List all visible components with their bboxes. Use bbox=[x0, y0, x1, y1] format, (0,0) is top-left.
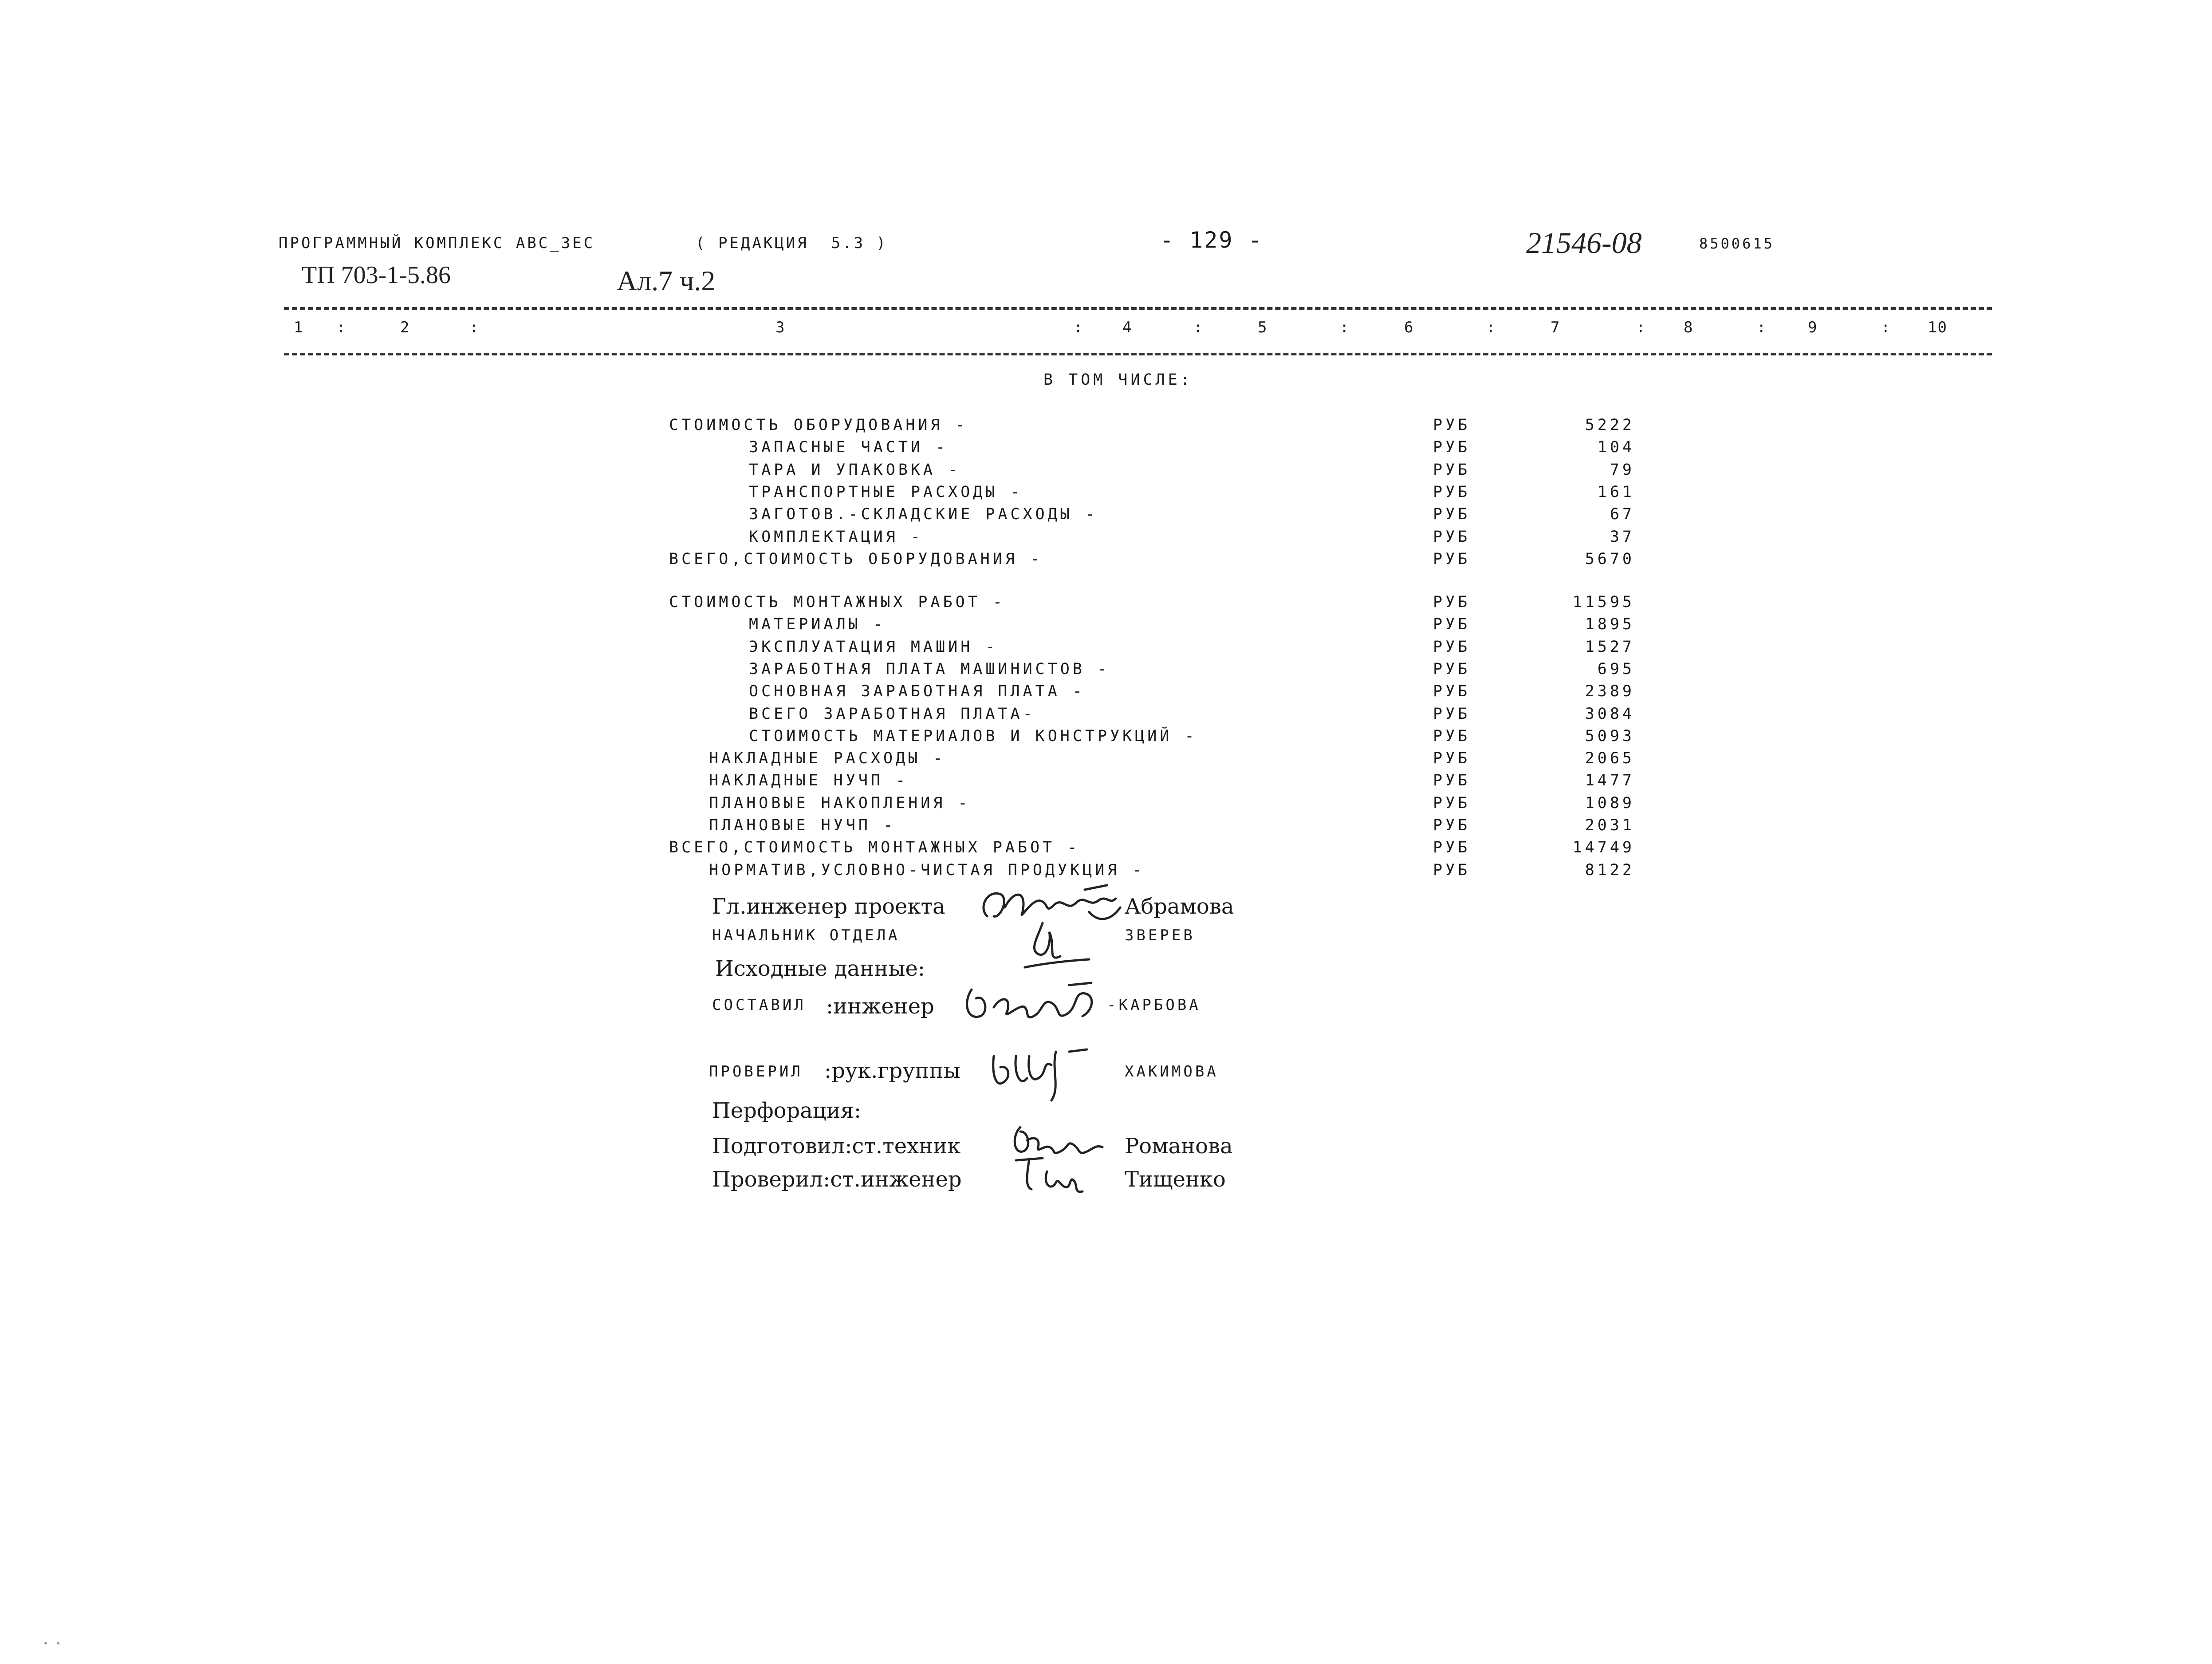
row-value: 11595 bbox=[1572, 593, 1635, 611]
verified-signature bbox=[1007, 1149, 1096, 1200]
dept-head-name: ЗВЕРЕВ bbox=[1125, 927, 1195, 944]
row-label: ВСЕГО,СТОИМОСТЬ ОБОРУДОВАНИЯ - bbox=[669, 550, 1043, 568]
row-unit: РУБ bbox=[1433, 660, 1471, 678]
chief-engineer-title: Гл.инженер проекта bbox=[712, 894, 945, 919]
row-value: 2065 bbox=[1585, 749, 1635, 768]
col-10: 10 bbox=[1928, 319, 1948, 336]
row-value: 8122 bbox=[1585, 861, 1635, 879]
col-5: 5 bbox=[1258, 319, 1268, 336]
table-row bbox=[0, 794, 1635, 816]
row-label: ЗАПАСНЫЕ ЧАСТИ - bbox=[749, 438, 949, 457]
col-2: 2 bbox=[400, 319, 410, 336]
table-row bbox=[0, 416, 1635, 438]
table-row bbox=[0, 438, 1635, 461]
row-unit: РУБ bbox=[1433, 550, 1471, 568]
row-unit: РУБ bbox=[1433, 593, 1471, 611]
table-row bbox=[0, 615, 1635, 638]
col-sep: : bbox=[1074, 319, 1084, 336]
album-number: Ал.7 ч.2 bbox=[617, 265, 716, 296]
row-unit: РУБ bbox=[1433, 705, 1471, 723]
scan-dot bbox=[44, 1642, 47, 1644]
table-row bbox=[0, 660, 1635, 682]
row-label: МАТЕРИАЛЫ - bbox=[749, 615, 886, 634]
row-value: 161 bbox=[1597, 483, 1635, 501]
row-unit: РУБ bbox=[1433, 861, 1471, 879]
row-value: 5670 bbox=[1585, 550, 1635, 568]
table-row bbox=[0, 816, 1635, 839]
checked-signature bbox=[985, 1038, 1091, 1107]
table-row bbox=[0, 483, 1635, 505]
program-name: ПРОГРАММНЫЙ КОМПЛЕКС АВС_3ЕС bbox=[279, 234, 595, 252]
table-row bbox=[0, 839, 1635, 861]
checked-name: ХАКИМОВА bbox=[1125, 1063, 1219, 1080]
edition: ( РЕДАКЦИЯ 5.3 ) bbox=[696, 234, 888, 252]
row-value: 67 bbox=[1610, 505, 1635, 524]
compiled-label: СОСТАВИЛ bbox=[712, 996, 806, 1014]
row-unit: РУБ bbox=[1433, 615, 1471, 634]
checked-role: :рук.группы bbox=[824, 1058, 960, 1083]
perforation-label: Перфорация: bbox=[712, 1098, 862, 1123]
row-unit: РУБ bbox=[1433, 816, 1471, 834]
row-value: 1477 bbox=[1585, 772, 1635, 790]
table-row bbox=[0, 550, 1635, 572]
table-row bbox=[0, 705, 1635, 727]
row-label: ВСЕГО,СТОИМОСТЬ МОНТАЖНЫХ РАБОТ - bbox=[669, 839, 1080, 857]
col-4: 4 bbox=[1122, 319, 1133, 336]
dept-head-title: НАЧАЛЬНИК ОТДЕЛА bbox=[712, 927, 900, 944]
row-label: ЭКСПЛУАТАЦИЯ МАШИН - bbox=[749, 638, 998, 656]
column-header bbox=[284, 319, 1992, 345]
col-sep: : bbox=[1636, 319, 1646, 336]
compiled-signature bbox=[958, 976, 1105, 1036]
row-label: НАКЛАДНЫЕ РАСХОДЫ - bbox=[709, 749, 946, 768]
project-number: ТП 703-1-5.86 bbox=[302, 261, 451, 289]
row-label: НАКЛАДНЫЕ НУЧП - bbox=[709, 772, 909, 790]
row-value: 695 bbox=[1597, 660, 1635, 678]
row-unit: РУБ bbox=[1433, 839, 1471, 857]
verified-name: Тищенко bbox=[1125, 1167, 1226, 1192]
col-9: 9 bbox=[1808, 319, 1818, 336]
row-value: 79 bbox=[1610, 461, 1635, 479]
row-unit: РУБ bbox=[1433, 749, 1471, 768]
col-sep: : bbox=[336, 319, 346, 336]
row-unit: РУБ bbox=[1433, 461, 1471, 479]
row-unit: РУБ bbox=[1433, 438, 1471, 457]
col-6: 6 bbox=[1404, 319, 1414, 336]
col-sep: : bbox=[1486, 319, 1496, 336]
row-label: ЗАРАБОТНАЯ ПЛАТА МАШИНИСТОВ - bbox=[749, 660, 1110, 678]
row-label: ВСЕГО ЗАРАБОТНАЯ ПЛАТА- bbox=[749, 705, 1035, 723]
row-label: КОМПЛЕКТАЦИЯ - bbox=[749, 528, 924, 546]
row-value: 5093 bbox=[1585, 727, 1635, 745]
row-value: 37 bbox=[1610, 528, 1635, 546]
row-value: 1089 bbox=[1585, 794, 1635, 812]
col-7: 7 bbox=[1551, 319, 1561, 336]
row-label: СТОИМОСТЬ МОНТАЖНЫХ РАБОТ - bbox=[669, 593, 1005, 611]
row-value: 5222 bbox=[1585, 416, 1635, 434]
compiled-name: -КАРБОВА bbox=[1107, 996, 1201, 1014]
row-unit: РУБ bbox=[1433, 772, 1471, 790]
row-unit: РУБ bbox=[1433, 682, 1471, 701]
col-1: 1 bbox=[294, 319, 304, 336]
dept-head-signature bbox=[1020, 919, 1091, 978]
row-label: СТОИМОСТЬ МАТЕРИАЛОВ И КОНСТРУКЦИЙ - bbox=[749, 727, 1197, 745]
scan-dot bbox=[57, 1642, 59, 1644]
col-sep: : bbox=[1193, 319, 1204, 336]
subtitle: В ТОМ ЧИСЛЕ: bbox=[1043, 371, 1193, 389]
table-row bbox=[0, 749, 1635, 772]
col-sep: : bbox=[1757, 319, 1767, 336]
row-unit: РУБ bbox=[1433, 528, 1471, 546]
table-row bbox=[0, 528, 1635, 550]
row-label: ПЛАНОВЫЕ НУЧП - bbox=[709, 816, 896, 834]
table-row bbox=[0, 638, 1635, 660]
row-label: ПЛАНОВЫЕ НАКОПЛЕНИЯ - bbox=[709, 794, 971, 812]
compiled-role: :инженер bbox=[826, 994, 934, 1019]
table-row bbox=[0, 772, 1635, 794]
top-rule bbox=[284, 307, 1992, 310]
row-label: ТАРА И УПАКОВКА - bbox=[749, 461, 961, 479]
col-sep: : bbox=[469, 319, 480, 336]
prepared-label: Подготовил:ст.техник bbox=[712, 1134, 961, 1159]
col-sep: : bbox=[1881, 319, 1891, 336]
row-label: СТОИМОСТЬ ОБОРУДОВАНИЯ - bbox=[669, 416, 968, 434]
row-unit: РУБ bbox=[1433, 794, 1471, 812]
table-row bbox=[0, 461, 1635, 483]
table-row bbox=[0, 682, 1635, 705]
chief-engineer-name: Абрамова bbox=[1125, 894, 1234, 919]
table-row bbox=[0, 505, 1635, 528]
row-value: 1527 bbox=[1585, 638, 1635, 656]
table-row bbox=[0, 593, 1635, 615]
row-label: ОСНОВНАЯ ЗАРАБОТНАЯ ПЛАТА - bbox=[749, 682, 1085, 701]
doc-code: 8500615 bbox=[1699, 235, 1775, 252]
row-label: НОРМАТИВ,УСЛОВНО-ЧИСТАЯ ПРОДУКЦИЯ - bbox=[709, 861, 1145, 879]
doc-number: 21546-08 bbox=[1526, 226, 1642, 260]
col-3: 3 bbox=[775, 319, 786, 336]
prepared-name: Романова bbox=[1125, 1134, 1233, 1159]
page-number: - 129 - bbox=[1160, 227, 1263, 253]
row-value: 104 bbox=[1597, 438, 1635, 457]
row-unit: РУБ bbox=[1433, 638, 1471, 656]
row-unit: РУБ bbox=[1433, 505, 1471, 524]
row-label: ЗАГОТОВ.-СКЛАДСКИЕ РАСХОДЫ - bbox=[749, 505, 1098, 524]
source-data-label: Исходные данные: bbox=[715, 956, 925, 981]
col-sep: : bbox=[1340, 319, 1350, 336]
row-unit: РУБ bbox=[1433, 483, 1471, 501]
verified-label: Проверил:ст.инженер bbox=[712, 1167, 962, 1192]
row-unit: РУБ bbox=[1433, 416, 1471, 434]
row-value: 3084 bbox=[1585, 705, 1635, 723]
table-row bbox=[0, 861, 1635, 883]
table-row bbox=[0, 727, 1635, 749]
row-value: 14749 bbox=[1572, 839, 1635, 857]
row-value: 1895 bbox=[1585, 615, 1635, 634]
row-value: 2031 bbox=[1585, 816, 1635, 834]
row-unit: РУБ bbox=[1433, 727, 1471, 745]
row-value: 2389 bbox=[1585, 682, 1635, 701]
bottom-rule bbox=[284, 353, 1992, 355]
col-8: 8 bbox=[1684, 319, 1694, 336]
row-label: ТРАНСПОРТНЫЕ РАСХОДЫ - bbox=[749, 483, 1023, 501]
checked-label: ПРОВЕРИЛ bbox=[709, 1063, 803, 1080]
